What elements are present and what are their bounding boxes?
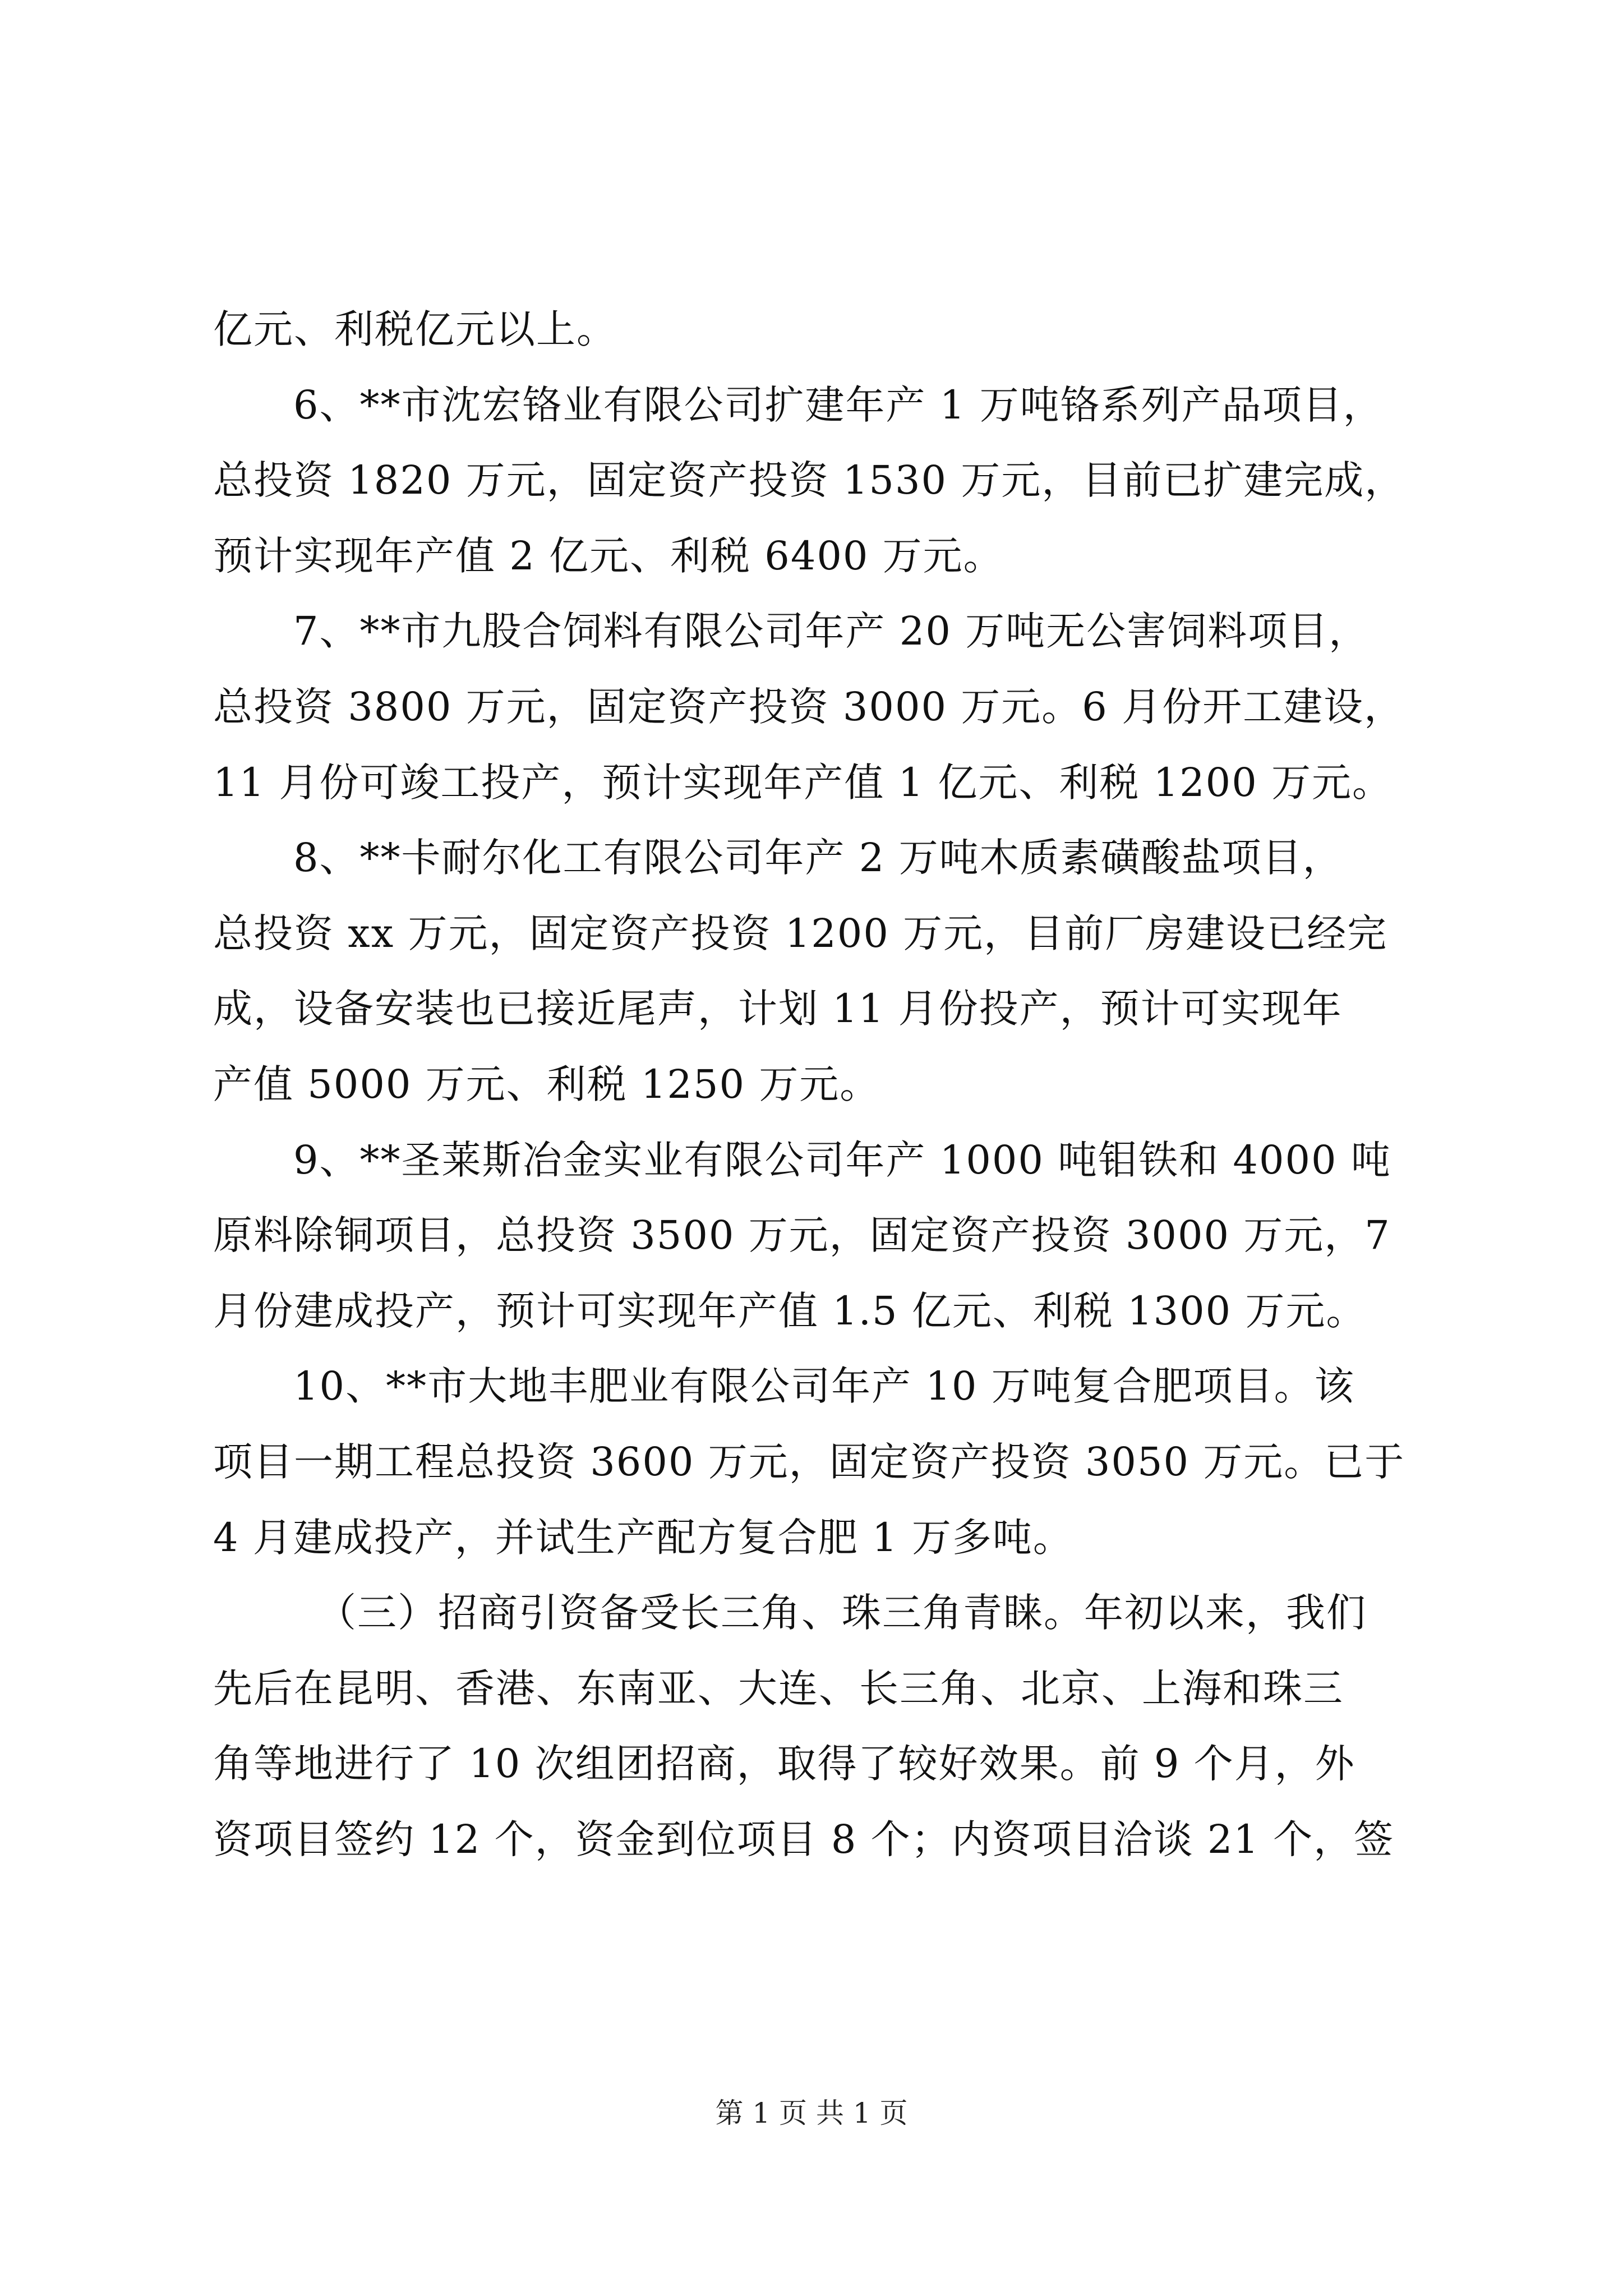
item-7-line-2: 总投资 3800 万元，固定资产投资 3000 万元。6 月份开工建设， <box>213 683 1405 730</box>
item-6-line-2: 总投资 1820 万元，固定资产投资 1530 万元，目前已扩建完成， <box>213 457 1405 504</box>
item-10-line-3: 4 月建成投产，并试生产配方复合肥 1 万多吨。 <box>213 1514 1073 1561</box>
page-footer <box>0 2093 1623 2133</box>
item-10-line-1: 10、**市大地丰肥业有限公司年产 10 万吨复合肥项目。该 <box>293 1363 1355 1410</box>
item-9-line-3: 月份建成投产，预计可实现年产值 1.5 亿元、利税 1300 万元。 <box>213 1287 1367 1334</box>
section-3-line-3: 角等地进行了 10 次组团招商，取得了较好效果。前 9 个月，外 <box>213 1741 1355 1787</box>
item-6-line-3: 预计实现年产值 2 亿元、利税 6400 万元。 <box>213 532 1004 579</box>
item-8-line-2: 总投资 xx 万元，固定资产投资 1200 万元，目前厂房建设已经完 <box>213 910 1388 956</box>
section-3-line-2: 先后在昆明、香港、东南亚、大连、长三角、北京、上海和珠三 <box>213 1665 1344 1711</box>
text-line: 亿元、利税亿元以上。 <box>213 306 617 352</box>
section-3-line-4: 资项目签约 12 个，资金到位项目 8 个；内资项目洽谈 21 个，签 <box>213 1816 1395 1862</box>
page-number-label: 第 1 页 共 1 页 <box>715 2097 908 2129</box>
item-9-line-2: 原料除铜项目，总投资 3500 万元，固定资产投资 3000 万元，7 <box>213 1212 1391 1259</box>
item-8-line-1: 8、**卡耐尔化工有限公司年产 2 万吨木质素磺酸盐项目， <box>293 835 1343 881</box>
item-6-line-1: 6、**市沈宏铬业有限公司扩建年产 1 万吨铬系列产品项目， <box>293 381 1384 428</box>
item-8-line-4: 产值 5000 万元、利税 1250 万元。 <box>213 1061 880 1107</box>
document-body <box>213 292 1447 1877</box>
item-7-line-1: 7、**市九股合饲料有限公司年产 20 万吨无公害饲料项目， <box>293 608 1370 655</box>
section-3-line-1: （三）招商引资备受长三角、珠三角青睐。年初以来，我们 <box>317 1590 1367 1636</box>
item-7-line-3: 11 月份可竣工投产，预计实现年产值 1 亿元、利税 1200 万元。 <box>213 759 1393 806</box>
item-9-line-1: 9、**圣莱斯冶金实业有限公司年产 1000 吨钼铁和 4000 吨 <box>293 1137 1391 1183</box>
item-8-line-3: 成，设备安装也已接近尾声，计划 11 月份投产，预计可实现年 <box>213 986 1343 1032</box>
item-10-line-2: 项目一期工程总投资 3600 万元，固定资产投资 3050 万元。已于 <box>213 1438 1405 1485</box>
